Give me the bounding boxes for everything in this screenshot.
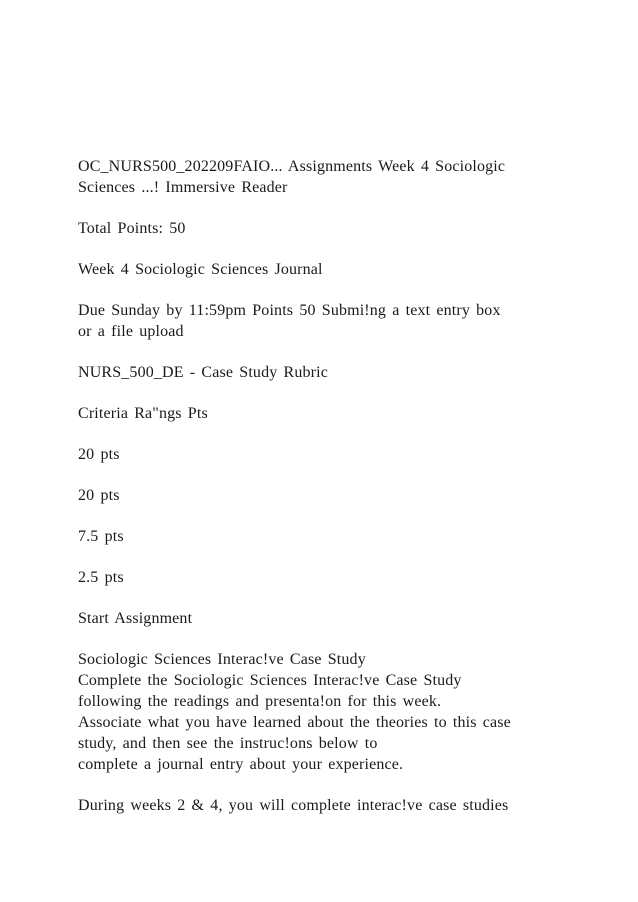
total-points: Total Points: 50 [78, 220, 186, 237]
breadcrumb-header [78, 156, 568, 198]
rubric-points-4: 2.5 pts [78, 569, 124, 586]
due-line-1: Due Sunday by 11:59pm Points 50 Submi!ng a text entry box [78, 302, 501, 319]
case-study-line: Sociologic Sciences Interac!ve Case Study [78, 651, 366, 668]
due-line-2: or a file upload [78, 323, 184, 340]
due-details [78, 300, 568, 342]
rubric-header: Criteria Ra"ngs Pts [78, 405, 208, 422]
case-study-line: Associate what you have learned about the theories to this case [78, 714, 511, 731]
rubric-title: NURS_500_DE - Case Study Rubric [78, 364, 328, 381]
rubric-points-2: 20 pts [78, 487, 120, 504]
rubric-points-3: 7.5 pts [78, 528, 124, 545]
assignment-title: Week 4 Sociologic Sciences Journal [78, 261, 323, 278]
header-line-1: OC_NURS500_202209FAIO... Assignments Week 4 Sociologic [78, 158, 506, 175]
document-page [78, 156, 568, 836]
case-study-line: following the readings and presenta!on for this week. [78, 693, 442, 710]
case-study-paragraph [78, 649, 568, 775]
start-assignment-text: Start Assignment [78, 610, 193, 627]
case-study-line: study, and then see the instruc!ons below to [78, 735, 378, 752]
header-line-2: Sciences ...! Immersive Reader [78, 179, 288, 196]
rubric-points-1: 20 pts [78, 446, 120, 463]
case-study-line: complete a journal entry about your experience. [78, 756, 404, 773]
case-study-line: Complete the Sociologic Sciences Interac!ve Case Study [78, 672, 462, 689]
final-line: During weeks 2 & 4, you will complete interac!ve case studies [78, 797, 509, 814]
